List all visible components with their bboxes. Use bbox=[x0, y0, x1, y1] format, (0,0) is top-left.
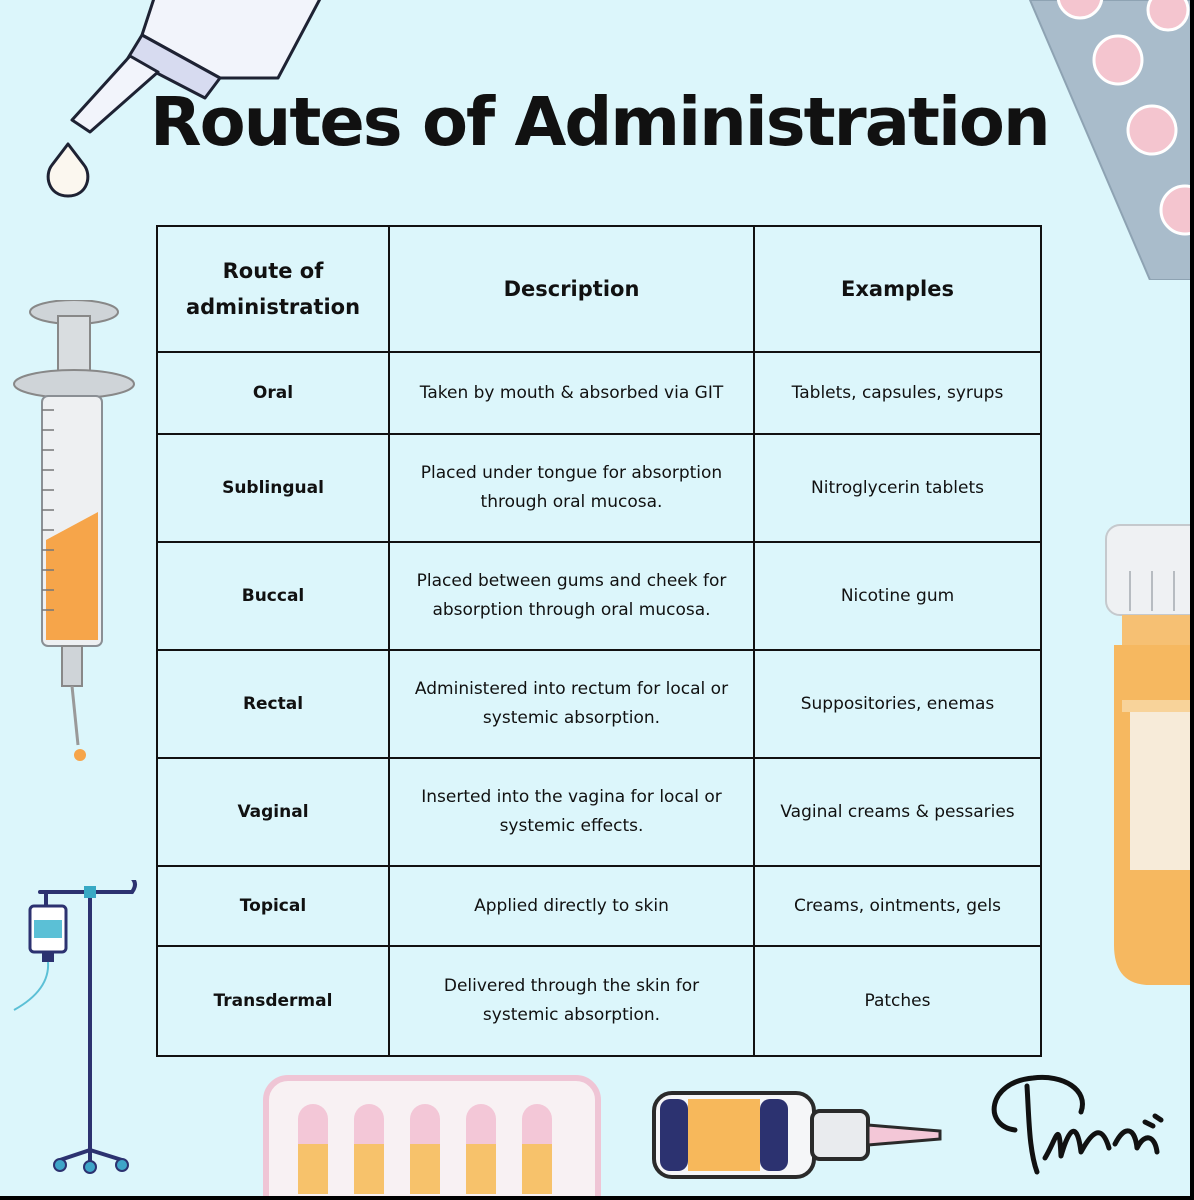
table-row bbox=[157, 650, 1041, 758]
description-cell: Applied directly to skin bbox=[389, 866, 754, 946]
examples-cell: Nicotine gum bbox=[754, 542, 1041, 650]
route-cell: Vaginal bbox=[157, 758, 389, 866]
table-row bbox=[157, 758, 1041, 866]
route-cell: Topical bbox=[157, 866, 389, 946]
table-row bbox=[157, 866, 1041, 946]
table-header-row bbox=[157, 226, 1041, 352]
examples-cell: Patches bbox=[754, 946, 1041, 1056]
description-cell: Placed under tongue for absorption through oral mucosa. bbox=[389, 434, 754, 542]
examples-cell: Creams, ointments, gels bbox=[754, 866, 1041, 946]
examples-cell: Suppositories, enemas bbox=[754, 650, 1041, 758]
header-examples: Examples bbox=[754, 226, 1041, 352]
description-cell: Taken by mouth & absorbed via GIT bbox=[389, 352, 754, 434]
table-row bbox=[157, 352, 1041, 434]
header-route: Route of administration bbox=[157, 226, 389, 352]
route-cell: Buccal bbox=[157, 542, 389, 650]
description-cell: Inserted into the vagina for local or systemic effects. bbox=[389, 758, 754, 866]
route-cell: Transdermal bbox=[157, 946, 389, 1056]
description-cell: Delivered through the skin for systemic absorption. bbox=[389, 946, 754, 1056]
signature-mark bbox=[985, 1068, 1190, 1186]
description-cell: Placed between gums and cheek for absorption through oral mucosa. bbox=[389, 542, 754, 650]
header-description: Description bbox=[389, 226, 754, 352]
table-row bbox=[157, 434, 1041, 542]
route-cell: Oral bbox=[157, 352, 389, 434]
page-title: Routes of Administration bbox=[150, 83, 1049, 161]
table-row bbox=[157, 542, 1041, 650]
capsule-tray-icon bbox=[262, 1074, 602, 1196]
examples-cell: Tablets, capsules, syrups bbox=[754, 352, 1041, 434]
vial-icon bbox=[650, 1085, 950, 1185]
route-cell: Rectal bbox=[157, 650, 389, 758]
medicine-bottle-icon bbox=[1100, 515, 1190, 985]
description-cell: Administered into rectum for local or systemic absorption. bbox=[389, 650, 754, 758]
iv-drip-icon bbox=[10, 880, 145, 1180]
table-row bbox=[157, 946, 1041, 1056]
routes-table bbox=[156, 225, 1042, 1057]
syringe-icon bbox=[12, 300, 142, 770]
examples-cell: Nitroglycerin tablets bbox=[754, 434, 1041, 542]
route-cell: Sublingual bbox=[157, 434, 389, 542]
examples-cell: Vaginal creams & pessaries bbox=[754, 758, 1041, 866]
